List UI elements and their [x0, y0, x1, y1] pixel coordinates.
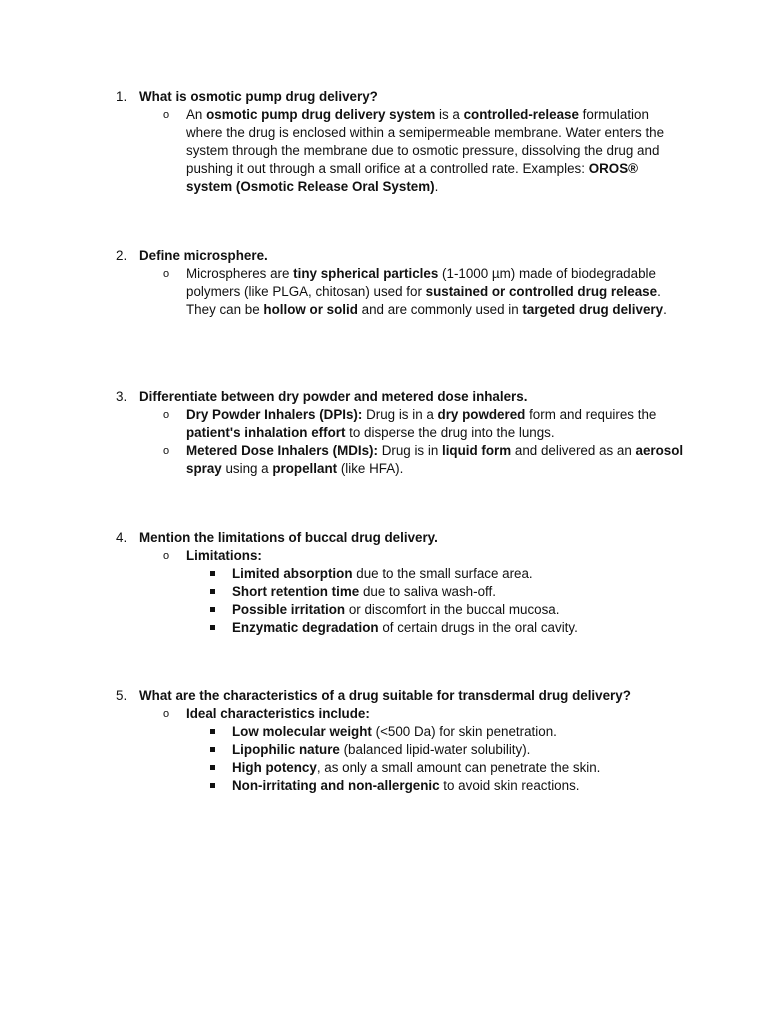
list-item-text — [232, 583, 496, 601]
text-span: formulation where the drug is enclosed within a semipermeable membrane. Water enters the system through the membrane due to osmotic pressure, dissolving the drug and pushing it out through a small orifice at a controlled rate. Examples: — [186, 107, 665, 176]
text-span: (<500 Da) for skin penetration. — [371, 724, 557, 739]
list-item-text — [232, 777, 580, 795]
text-span: using a — [221, 461, 273, 476]
circle-bullet-icon: o — [163, 409, 170, 421]
bold-text: Lipophilic nature — [232, 742, 340, 757]
answer-text — [186, 442, 686, 478]
question-number: 5. — [116, 688, 128, 703]
bold-text: Short retention time — [232, 584, 360, 599]
answer-text — [186, 265, 686, 319]
text-span: . They can be — [186, 284, 661, 317]
bold-text: Enzymatic degradation — [232, 620, 379, 635]
text-span: due to the small surface area. — [352, 566, 533, 581]
bold-text: patient's inhalation effort — [186, 425, 346, 440]
bold-text: Dry Powder Inhalers (DPIs): — [186, 407, 363, 422]
text-span: An — [186, 107, 207, 122]
bold-text: aerosol spray — [186, 443, 684, 476]
circle-bullet-icon: o — [163, 708, 170, 720]
list-item — [0, 741, 768, 759]
list-item — [0, 583, 768, 601]
answer-item — [0, 705, 768, 723]
square-bullet-icon — [210, 729, 215, 734]
bold-text: osmotic pump drug delivery system — [206, 107, 436, 122]
text-span: and are commonly used in — [357, 302, 523, 317]
question-block — [0, 529, 768, 637]
text-span: Drug is in a — [362, 407, 438, 422]
bold-text: liquid form — [441, 443, 512, 458]
question-number: 2. — [116, 248, 128, 263]
bold-text: dry powdered — [437, 407, 526, 422]
question-block — [0, 88, 768, 196]
bold-text: Ideal characteristics include: — [186, 706, 370, 721]
text-span: of certain drugs in the oral cavity. — [378, 620, 578, 635]
bold-text: controlled-release — [463, 107, 579, 122]
list-item — [0, 759, 768, 777]
text-span: is a — [435, 107, 464, 122]
answer-text — [186, 106, 686, 196]
answer-text — [186, 406, 686, 442]
question-number: 4. — [116, 530, 128, 545]
text-span: to disperse the drug into the lungs. — [345, 425, 555, 440]
list-item — [0, 777, 768, 795]
text-span: or discomfort in the buccal mucosa. — [345, 602, 560, 617]
bold-text: sustained or controlled drug release — [425, 284, 658, 299]
list-item-text — [232, 723, 557, 741]
list-item — [0, 619, 768, 637]
question-text: Mention the limitations of buccal drug delivery. — [139, 530, 438, 545]
text-span: . — [434, 179, 439, 194]
question-line — [0, 687, 768, 705]
list-item — [0, 601, 768, 619]
question-line — [0, 88, 768, 106]
square-bullet-icon — [210, 571, 215, 576]
bold-text: Limited absorption — [232, 566, 353, 581]
question-text: Define microsphere. — [139, 248, 268, 263]
list-item-text — [232, 619, 578, 637]
text-span: (like HFA). — [337, 461, 404, 476]
square-bullet-icon — [210, 589, 215, 594]
question-text: Differentiate between dry powder and metered dose inhalers. — [139, 389, 528, 404]
question-line — [0, 247, 768, 265]
bold-text: Non-irritating and non-allergenic — [232, 778, 440, 793]
answer-item — [0, 406, 768, 442]
bold-text: propellant — [272, 461, 338, 476]
list-item-text — [232, 759, 600, 777]
circle-bullet-icon: o — [163, 445, 170, 457]
bold-text: Limitations: — [186, 548, 262, 563]
bold-text: Metered Dose Inhalers (MDIs): — [186, 443, 378, 458]
answer-item — [0, 442, 768, 478]
bold-text: tiny spherical particles — [293, 266, 439, 281]
question-block — [0, 687, 768, 795]
text-span: (balanced lipid-water solubility). — [339, 742, 531, 757]
question-number: 1. — [116, 89, 128, 104]
text-span: and delivered as an — [511, 443, 636, 458]
list-item — [0, 565, 768, 583]
text-span: form and requires the — [525, 407, 657, 422]
bold-text: High potency — [232, 760, 317, 775]
list-item — [0, 723, 768, 741]
circle-bullet-icon: o — [163, 268, 170, 280]
list-item-text — [232, 741, 530, 759]
text-span: . — [663, 302, 667, 317]
text-span: (1-1000 µm) made of biodegradable polymers (like PLGA, chitosan) used for — [186, 266, 656, 299]
answer-text — [186, 547, 686, 565]
question-text: What are the characteristics of a drug suitable for transdermal drug delivery? — [139, 688, 631, 703]
question-block — [0, 388, 768, 478]
text-span: Microspheres are — [186, 266, 294, 281]
list-item-text — [232, 565, 533, 583]
text-span: to avoid skin reactions. — [439, 778, 580, 793]
square-bullet-icon — [210, 783, 215, 788]
list-item-text — [232, 601, 559, 619]
bold-text: OROS® system (Osmotic Release Oral System) — [186, 161, 638, 194]
question-line — [0, 529, 768, 547]
square-bullet-icon — [210, 625, 215, 630]
question-text: What is osmotic pump drug delivery? — [139, 89, 378, 104]
square-bullet-icon — [210, 607, 215, 612]
answer-item — [0, 265, 768, 319]
answer-item — [0, 106, 768, 196]
bold-text: Possible irritation — [232, 602, 346, 617]
square-bullet-icon — [210, 765, 215, 770]
bold-text: targeted drug delivery — [522, 302, 664, 317]
square-bullet-icon — [210, 747, 215, 752]
circle-bullet-icon: o — [163, 550, 170, 562]
question-block — [0, 247, 768, 319]
answer-item — [0, 547, 768, 565]
circle-bullet-icon: o — [163, 109, 170, 121]
text-span: due to saliva wash-off. — [359, 584, 496, 599]
bold-text: Low molecular weight — [232, 724, 372, 739]
question-line — [0, 388, 768, 406]
text-span: Drug is in — [377, 443, 442, 458]
question-number: 3. — [116, 389, 128, 404]
bold-text: hollow or solid — [263, 302, 358, 317]
answer-text — [186, 705, 686, 723]
text-span: , as only a small amount can penetrate the skin. — [316, 760, 601, 775]
